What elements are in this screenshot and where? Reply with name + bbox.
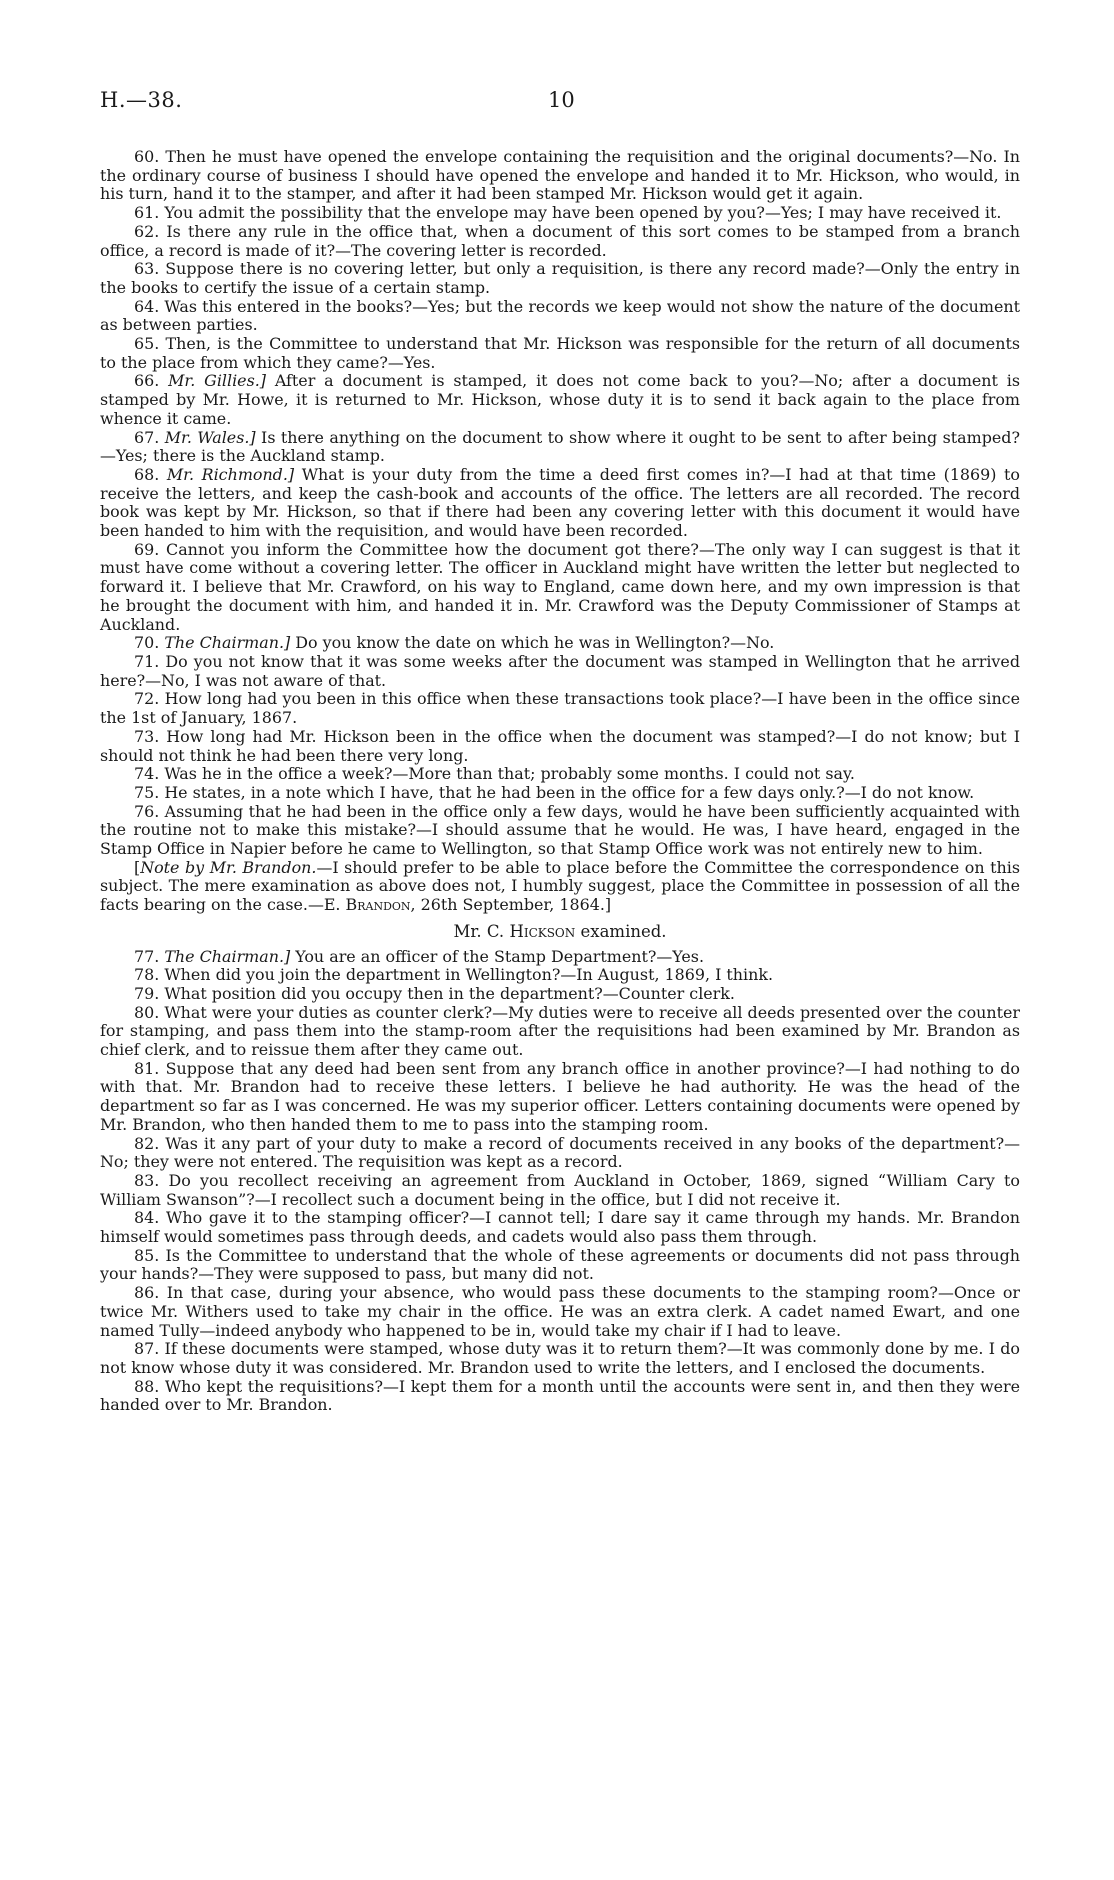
- heading-prefix: Mr. C.: [453, 921, 510, 941]
- note-label: Note by Mr. Brandon.: [140, 857, 317, 877]
- paragraph-q78: 78. When did you join the department in Wellington?—In August, 1869, I think.: [134, 965, 774, 985]
- speaker-label: Mr. Richmond.]: [166, 464, 295, 484]
- paragraph-q88: 88. Who kept the requisitions?—I kept them for a month until the accounts were sent in, and then they were handed over to Mr. Brandon.: [100, 1376, 1020, 1415]
- paragraph-q71: 71. Do you not know that it was some weeks after the document was stamped in Wellington that he arrived here?—No, I was not aware of that.: [100, 651, 1020, 690]
- paragraph-q84: 84. Who gave it to the stamping officer?—I cannot tell; I dare say it came through my hands. Mr. Brandon himself would sometimes pass through deeds, and cadets would also pass them through.: [100, 1208, 1020, 1247]
- note-text: —I should prefer to be able to place before the Committee the correspondence on this subject. The mere examination as above does not, I humbly suggest, place the Committee in possession of all the facts bearing on the case.—E.: [100, 857, 1020, 915]
- question-number: 68.: [134, 464, 167, 484]
- paragraph-q82: 82. Was it any part of your duty to make a record of documents received in any books of the department?—No; they were not entered. The requisition was kept as a record.: [100, 1133, 1020, 1172]
- paragraph-text: You are an officer of the Stamp Department?—Yes.: [290, 946, 704, 966]
- paragraph-q79: 79. What position did you occupy then in the department?—Counter clerk.: [134, 983, 735, 1003]
- paragraph-q74: 74. Was he in the office a week?—More than that; probably some months. I could not say.: [134, 764, 855, 784]
- note-date: , 26th September, 1864.]: [410, 895, 612, 915]
- paragraph-q67: [100, 429, 1020, 466]
- speaker-label: Mr. Gillies.]: [168, 371, 266, 391]
- heading-name: Hickson: [509, 921, 576, 941]
- paragraph-q81: 81. Suppose that any deed had been sent from any branch office in another province?—I had nothing to do with that. Mr. Brandon had to receive these letters. I believe he had authority. He was the head of the department so far as I was concerned. He was my superior officer. Letters containing documents were opened by Mr. Brandon, who then handed them to me to pass into the stamping room.: [100, 1058, 1020, 1134]
- note-signer: Brandon: [345, 895, 411, 915]
- question-number: 77.: [134, 946, 165, 966]
- paragraph-q72: 72. How long had you been in this office when these transactions took place?—I have been in the office since the 1st of January, 1867.: [100, 689, 1020, 728]
- paragraph-text: Do you know the date on which he was in Wellington?—No.: [290, 633, 775, 653]
- paragraph-q61: 61. You admit the possibility that the envelope may have been opened by you?—Yes; I may have received it.: [134, 203, 1002, 223]
- paragraph-text: Is there anything on the document to show where it ought to be sent to after being stamped?—Yes; there is the Auckland stamp.: [100, 427, 1020, 466]
- brandon-note: [100, 859, 1020, 915]
- note-bracket: [: [134, 857, 141, 877]
- paragraph-q80: 80. What were your duties as counter clerk?—My duties were to receive all deeds presented over the counter for stamping, and pass them into the stamp-room after the requisitions had been examined by Mr. Brandon as chief clerk, and to reissue them after they came out.: [100, 1002, 1020, 1060]
- paragraph-q69: 69. Cannot you inform the Committee how the document got there?—The only way I can suggest is that it must have come without a covering letter. The officer in Auckland might have written the letter but neglected to forward it. I believe that Mr. Crawford, on his way to England, came down here, and my own impression is that he brought the document with him, and handed it in. Mr. Crawford was the Deputy Commissioner of Stamps at Auckland.: [100, 539, 1020, 634]
- document-body: [100, 148, 1020, 1415]
- paragraph-q65: 65. Then, is the Committee to understand that Mr. Hickson was responsible for the return of all documents to the place from which they came?—Yes.: [100, 334, 1020, 372]
- paragraph-q64: 64. Was this entered in the books?—Yes; but the records we keep would not show the nature of the document as between parties.: [100, 296, 1020, 335]
- question-number: 66.: [134, 371, 169, 391]
- paragraph-q73: 73. How long had Mr. Hickson been in the office when the document was stamped?—I do not know; but I should not think he had been there very long.: [100, 726, 1020, 765]
- paragraph-q63: 63. Suppose there is no covering letter, but only a requisition, is there any record made?—Only the entry in the books to certify the issue of a certain stamp.: [100, 259, 1020, 297]
- paragraph-q87: 87. If these documents were stamped, whose duty was it to return them?—It was commonly done by me. I do not know whose duty it was considered. Mr. Brandon used to write the letters, and I enclosed the documents.: [100, 1339, 1020, 1377]
- paragraph-q86: 86. In that case, during your absence, who would pass these documents to the stamping room?—Once or twice Mr. Withers used to take my chair in the office. He was an extra clerk. A cadet named Ewart, and one named Tully—indeed anybody who happened to be in, would take my chair if I had to leave.: [100, 1283, 1020, 1340]
- paragraph-text: What is your duty from the time a deed first comes in?—I had at that time (1869) to receive the letters, and keep the cash-book and accounts of the office. The letters are all recorded. The record book was kept by Mr. Hickson, so that if there had been any covering letter with this document it would have been handed to him with the requisition, and would have been recorded.: [100, 464, 1021, 541]
- page-number: 10: [548, 88, 575, 112]
- paragraph-q85: 85. Is the Committee to understand that the whole of these agreements or documents did not pass through your hands?—They were supposed to pass, but many did not.: [100, 1245, 1020, 1284]
- paragraph-q83: 83. Do you recollect receiving an agreement from Auckland in October, 1869, signed “William Cary to William Swanson”?—I recollect such a document being in the office, but I did not receive it.: [100, 1170, 1020, 1209]
- section-heading: [100, 923, 1020, 942]
- paragraph-q62: 62. Is there any rule in the office that, when a document of this sort comes to be stamped from a branch office, a record is made of it?—The covering letter is recorded.: [100, 221, 1020, 260]
- speaker-label: The Chairman.]: [164, 633, 291, 653]
- document-code: H.—38.: [100, 88, 183, 112]
- paragraph-q70: [100, 634, 1020, 653]
- paragraph-text: After a document is stamped, it does not come back to you?—No; after a document is stamped by Mr. Howe, it is returned to Mr. Hickson, whose duty it is to send it back again to the place from whence it came.: [100, 371, 1020, 428]
- question-number: 70.: [134, 633, 165, 653]
- heading-suffix: examined.: [575, 921, 667, 941]
- question-number: 67.: [134, 427, 165, 447]
- paragraph-q66: [100, 372, 1020, 428]
- paragraph-q76: 76. Assuming that he had been in the office only a few days, would he have been sufficiently acquainted with the routine not to make this mistake?—I should assume that he would. He was, I have heard, engaged in the Stamp Office in Napier before he came to Wellington, so that Stamp Office work was not entirely new to him.: [100, 801, 1020, 859]
- paragraph-q68: [100, 466, 1020, 541]
- paragraph-q60: 60. Then he must have opened the envelope containing the requisition and the original documents?—No. In the ordinary course of business I should have opened the envelope and handed it to Mr. Hickson, who would, in his turn, hand it to the stamper, and after it had been stamped Mr. Hickson would get it again.: [100, 147, 1020, 204]
- paragraph-q77: [100, 948, 1020, 967]
- speaker-label: Mr. Wales.]: [164, 427, 256, 447]
- speaker-label: The Chairman.]: [164, 946, 291, 966]
- paragraph-q75: 75. He states, in a note which I have, that he had been in the office for a few days only.?—I do not know.: [134, 782, 975, 802]
